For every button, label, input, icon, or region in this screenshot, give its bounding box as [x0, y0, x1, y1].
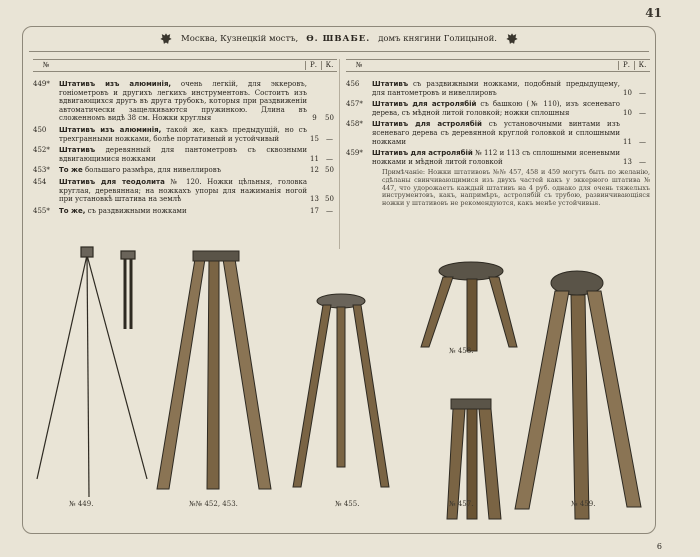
tripod-458-illustration: [421, 262, 517, 351]
masthead: [23, 31, 655, 47]
price-rubles: 10: [623, 108, 632, 117]
kop-header: К.: [634, 61, 650, 70]
catalog-entry: [346, 80, 650, 97]
entry-title: Штативъ изъ алюминiя,: [59, 125, 162, 134]
entry-number: 450: [33, 125, 47, 134]
rub-header: Р.: [305, 61, 321, 70]
masthead-house: домъ княгини Голицыной.: [378, 34, 497, 44]
price-kopecks: —: [639, 137, 646, 146]
entry-number: 456: [346, 80, 360, 88]
entry-number: 457*: [346, 100, 363, 109]
entry-title: Штативъ изъ алюминiя,: [59, 80, 172, 88]
catalog-entry: [346, 100, 650, 117]
num-header: №: [355, 61, 363, 70]
entry-description: [372, 80, 620, 97]
price-kopecks: 50: [325, 166, 334, 175]
price-rubles: 13: [623, 157, 632, 166]
entry-number: 452*: [33, 146, 50, 155]
entry-description: [372, 120, 620, 146]
price-rubles: 11: [623, 137, 632, 146]
catalog-frame: [22, 26, 656, 534]
price-rubles: 17: [310, 206, 319, 215]
rub-header: Р.: [618, 61, 634, 70]
catalog-entry: [346, 120, 650, 146]
tripod-449-illustration: [37, 247, 147, 497]
price-rubles: 13: [310, 195, 319, 204]
price-rubles: 15: [310, 134, 319, 143]
price-kopecks: 50: [325, 195, 334, 204]
tripod-452-illustration: [157, 251, 271, 489]
tripod-illustrations: [23, 239, 655, 533]
catalog-entry: [33, 166, 337, 175]
catalog-entry: [33, 207, 337, 216]
entry-title: То же,: [59, 206, 86, 215]
entry-description: [59, 207, 307, 216]
eagle-emblem-icon: [505, 32, 519, 46]
price-rubles: 11: [310, 154, 319, 163]
entry-number: 458*: [346, 120, 363, 129]
price-kopecks: —: [326, 154, 333, 163]
catalog-entry: [346, 149, 650, 166]
column-header: [346, 59, 650, 72]
footer-number: 6: [656, 542, 662, 551]
entry-number: 454: [33, 177, 47, 186]
price-kopecks: —: [326, 206, 333, 215]
num-header: №: [42, 61, 50, 70]
entry-description: [372, 100, 620, 117]
entry-number: 449*: [33, 80, 50, 88]
price-rubles: 10: [623, 88, 632, 97]
eagle-emblem-icon: [159, 32, 173, 46]
entry-title: То же: [59, 166, 83, 175]
right-price-column: [346, 59, 650, 207]
tripod-459-illustration: [515, 271, 641, 519]
entry-title: Штативъ для астролябiй: [372, 100, 477, 109]
entry-text: съ раздвижными ножками: [85, 206, 187, 215]
entry-text: большаго размѣра, для нивеллировъ: [82, 166, 222, 175]
entry-description: [59, 166, 307, 175]
page-number: 41: [645, 6, 662, 20]
entry-title: Штативъ: [372, 80, 409, 88]
price-kopecks: —: [639, 157, 646, 166]
entry-description: [59, 146, 307, 163]
price-rubles: 9: [312, 114, 317, 123]
catalog-entry: [33, 126, 337, 143]
entry-description: [372, 149, 620, 166]
entry-text: съ установочными винтами изъ ясеневаго дерева съ деревянной круглой головкой и сплошными ножками: [372, 120, 620, 146]
kop-header: К.: [321, 61, 337, 70]
catalog-entry: [33, 146, 337, 163]
caption-452: №№ 452, 453.: [189, 500, 238, 508]
price-kopecks: 50: [325, 114, 334, 123]
entry-title: Штативъ для астролябiй: [372, 149, 473, 158]
entry-description: [59, 178, 307, 204]
entry-title: Штативъ: [59, 146, 96, 155]
catalog-entry: [33, 178, 337, 204]
entry-text: деревянный для пантометровъ съ сквозными вдвигающимися ножками: [59, 146, 307, 163]
price-kopecks: —: [639, 108, 646, 117]
entry-text: № 112 и 113 съ сплошными ясеневыми ножками и мѣдной литой головкой: [372, 149, 620, 166]
entry-number: 455*: [33, 206, 50, 215]
left-entry-list: [33, 80, 337, 215]
tripod-455-illustration: [293, 294, 389, 487]
left-price-column: [33, 59, 337, 218]
price-rubles: 12: [310, 166, 319, 175]
caption-449: № 449.: [69, 500, 94, 508]
entry-description: [59, 80, 307, 123]
masthead-brand: Ө. ШВАБЕ.: [306, 34, 371, 44]
masthead-city: Москва, Кузнецкiй мостъ,: [181, 34, 299, 44]
entry-text: очень легкiй, для эккеровъ, гонiометровъ и другихъ легкихъ инструментовъ. Состоитъ изъ вдвигающихся другъ въ друга трубокъ, которыя при раздвиженiи автоматически защелкиваются пружинкою. Длина въ сложенномъ видѣ 38 см. Ножки круглыя: [59, 80, 307, 123]
entry-text: съ раздвижными ножками, подобный предыдущему, для пантометровъ и нивеллировъ: [372, 80, 620, 97]
price-kopecks: —: [639, 88, 646, 97]
caption-457: № 457.: [449, 500, 474, 508]
entry-number: 459*: [346, 149, 363, 158]
column-header: [33, 59, 337, 72]
catalog-entry: [33, 80, 337, 123]
entry-title: Штативъ для теодолита: [59, 177, 165, 186]
caption-456: № 458.: [449, 347, 474, 355]
entry-text: такой же, какъ предыдущiй, но съ трехгранными ножками, болѣе портативный и устойчивый: [59, 125, 307, 143]
header-rule: [29, 51, 649, 52]
entry-number: 453*: [33, 166, 50, 175]
footnote: Примѣчанiе: Ножки штативовъ №№ 457, 458 и 459 могутъ быть по желанiю, сдѣланы свинчивающимися изъ двухъ частей какъ у эккерного штатива № 447, что удорожаетъ каждый штативъ на 4 руб. однако для очень тяжелыхъ инструментовъ, какъ, напримѣръ, астролябiй съ трубою, развинчивающiяся ножки у штативовъ не рекомендуются, какъ менѣе устойчивыя.: [382, 168, 650, 207]
caption-459: № 459.: [571, 500, 596, 508]
entry-text: № 120. Ножки цѣльныя, головка круглая, деревянная; на ножкахъ упоры для нажиманiя ногой при установкѣ штатива на землѣ: [59, 177, 308, 204]
price-kopecks: —: [326, 134, 333, 143]
caption-455: № 455.: [335, 500, 360, 508]
right-entry-list: [346, 80, 650, 166]
entry-title: Штативъ для астролябiй: [372, 120, 482, 129]
column-divider: [339, 59, 340, 249]
entry-description: [59, 126, 307, 143]
entry-text: съ башкою (№ 110), изъ ясеневаго дерева, съ мѣдной литой головкой; ножки сплошныя: [372, 100, 621, 117]
